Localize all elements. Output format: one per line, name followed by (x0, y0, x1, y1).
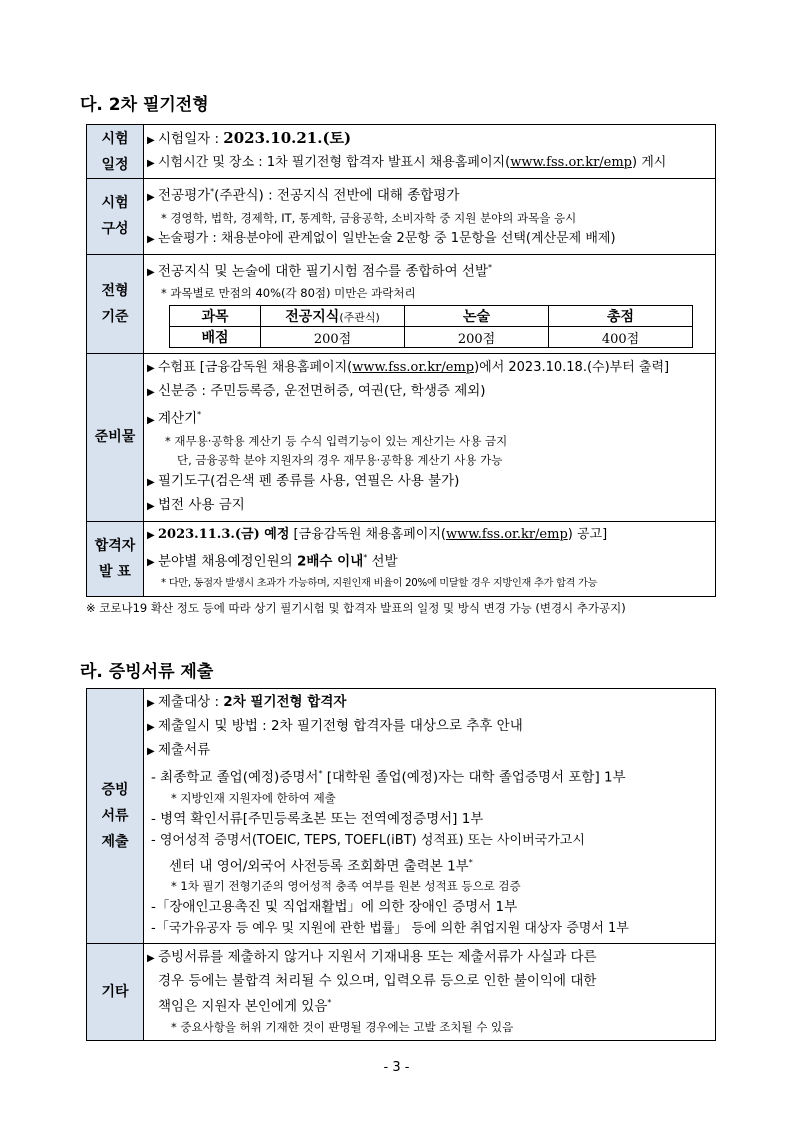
bullet-icon: ▶ (147, 363, 155, 374)
bullet-icon: ▶ (147, 722, 155, 733)
select-line: ▶ 분야별 채용예정인원의 2배수 이내* 선발 (147, 547, 711, 575)
calculator-note-1: * 재무용·공학용 계산기 등 수식 입력기능이 있는 계산기는 사용 금지 (165, 433, 508, 448)
bullet-icon: ▶ (147, 414, 155, 426)
score-table (169, 305, 693, 348)
id-line: ▶ 신분증 : 주민등록증, 운전면허증, 여권(단, 학생증 제외) (147, 380, 711, 404)
bullet-icon: ▶ (147, 698, 155, 709)
recruit-homepage-link[interactable]: www.fss.or.kr/emp (445, 526, 568, 542)
bullet-icon: ▶ (147, 191, 155, 203)
bullet-icon: ▶ (147, 500, 155, 512)
major-eval-line: ▶ 전공평가*(주관식) : 전공지식 전반에 대해 종합평가 (147, 181, 711, 209)
doc-item-disability: -「장애인고용촉진 및 직업재활법」에 의한 장애인 증명서 1부 (151, 899, 518, 915)
bullet-icon: ▶ (147, 529, 155, 541)
label-etc: 기타 (87, 944, 144, 1041)
doc-item-english: - 영어성적 증명서(TOEIC, TEPS, TOEFL(iBT) 성적표) 또는 사이버국가고시 (151, 832, 585, 848)
recruit-homepage-link[interactable]: www.fss.or.kr/emp (352, 360, 475, 375)
recruit-homepage-link[interactable]: www.fss.or.kr/emp (510, 155, 633, 170)
bullet-icon: ▶ (147, 746, 155, 757)
ticket-line: ▶ 수험표 [금융감독원 채용홈페이지(www.fss.or.kr/emp)에서 2023.10.18.(수)부터 출력] (147, 357, 711, 380)
submit-docs-title: ▶ 제출서류 (147, 739, 711, 763)
bullet-icon: ▶ (147, 158, 155, 169)
bullet-icon: ▶ (147, 267, 155, 278)
select-note: * 다만, 동점자 발생시 초과가 가능하며, 지원인재 비율이 20%에 미달할 경우 지방인재 추가 합격 가능 (161, 578, 598, 589)
section-title-written-exam: 다. 2차 필기전형 (80, 95, 209, 115)
label-document-submission: 증빙 서류 제출 (87, 689, 144, 944)
label-selection-criteria: 전형 기준 (87, 254, 144, 354)
row-document-submission (87, 689, 716, 944)
row-supplies (87, 354, 716, 522)
calculator-note-2: 단, 금융공학 분야 지원자의 경우 재무용·공학용 계산기 사용 가능 (177, 452, 503, 467)
criteria-note: * 과목별로 만점의 40%(각 80점) 미만은 과락처리 (161, 286, 416, 300)
major-eval-note: * 경영학, 법학, 경제학, IT, 통계학, 금융공학, 소비자학 중 지원 분야의 과목을 응시 (161, 210, 577, 225)
row-exam-composition (87, 179, 716, 255)
label-result-announcement: 합격자 발 표 (87, 521, 144, 597)
etc-note: * 중요사항을 허위 기재한 것이 판명될 경우에는 고발 조치될 수 있음 (171, 1019, 514, 1034)
score-table-row: 배점 200점 200점 400점 (170, 327, 693, 348)
submit-target-line: ▶ 제출대상 : 2차 필기전형 합격자 (147, 691, 711, 715)
pen-line: ▶ 필기도구(검은색 펜 종류를 사용, 연필은 사용 불가) (147, 470, 711, 494)
label-exam-schedule: 시험 일정 (87, 125, 144, 179)
bullet-icon: ▶ (147, 135, 155, 146)
bullet-icon: ▶ (147, 557, 155, 568)
written-exam-footnote: ※ 코로나19 확산 정도 등에 따라 상기 필기시험 및 합격자 발표의 일정 및 방식 변경 가능 (변경시 추가공지) (86, 601, 626, 615)
submit-method-line: ▶ 제출일시 및 방법 : 2차 필기전형 합격자를 대상으로 추후 안내 (147, 715, 711, 739)
bullet-icon: ▶ (147, 233, 155, 245)
doc-item-military: - 병역 확인서류[주민등록초본 또는 전역예정증명서] 1부 (151, 810, 484, 827)
exam-date: 2023.10.21.(토) (223, 129, 352, 147)
row-etc (87, 944, 716, 1041)
bullet-icon: ▶ (147, 387, 155, 398)
bullet-icon: ▶ (147, 953, 155, 964)
documents-table (86, 688, 716, 1041)
score-table-header: 과목 전공지식(주관식) 논술 총점 (170, 306, 693, 327)
row-selection-criteria (87, 254, 716, 354)
announce-date: 2023.11.3.(금) 예정 (158, 526, 290, 542)
written-exam-table (86, 124, 716, 597)
doc-item-english-note: * 1차 필기 전형기준의 영어성적 충족 여부를 원본 성적표 등으로 검증 (171, 879, 521, 893)
doc-item-veteran: -「국가유공자 등 예우 및 지원에 관한 법률」 등에 의한 취업지원 대상자 증명서 1부 (151, 921, 629, 936)
etc-line-3: 책임은 지원자 본인에게 있음* (158, 998, 332, 1015)
row-result-announcement (87, 521, 716, 597)
etc-line-1: ▶ 증빙서류를 제출하지 않거나 지원서 기재내용 또는 제출서류가 사실과 다른 (147, 946, 711, 970)
criteria-line: ▶ 전공지식 및 논술에 대한 필기시험 점수를 종합하여 선발* (147, 257, 711, 285)
law-book-line: ▶ 법전 사용 금지 (147, 494, 711, 518)
exam-time-place-line: ▶ 시험시간 및 장소 : 1차 필기전형 합격자 발표시 채용홈페이지(www.fss.or.kr/emp) 게시 (147, 152, 711, 175)
bullet-icon: ▶ (147, 476, 155, 488)
row-exam-schedule (87, 125, 716, 179)
announce-line: ▶ 2023.11.3.(금) 예정 [금융감독원 채용홈페이지(www.fss.or.kr/emp) 공고] (147, 524, 711, 547)
doc-item-english-cont: 센터 내 영어/외국어 사전등록 조회화면 출력본 1부* (169, 857, 473, 874)
doc-item-graduation: - 최종학교 졸업(예정)증명서* [대학원 졸업(예정)자는 대학 졸업증명서 포함] 1부 (151, 769, 626, 786)
label-supplies: 준비물 (87, 354, 144, 522)
section-title-documents: 라. 증빙서류 제출 (80, 662, 214, 682)
essay-eval-line: ▶ 논술평가 : 채용분야에 관계없이 일반논술 2문항 중 1문항을 선택(계산문제 배제) (147, 228, 711, 251)
etc-line-2: 경우 등에는 불합격 처리될 수 있으며, 입력오류 등으로 인한 불이익에 대한 (158, 973, 597, 989)
page-number: - 3 - (383, 1060, 410, 1075)
label-exam-composition: 시험 구성 (87, 179, 144, 255)
calculator-line: ▶ 계산기* (147, 404, 711, 432)
doc-item-graduation-note: * 지방인재 지원자에 한하여 제출 (171, 790, 336, 805)
exam-date-line: ▶ 시험일자 : 2023.10.21.(토) (147, 127, 711, 152)
